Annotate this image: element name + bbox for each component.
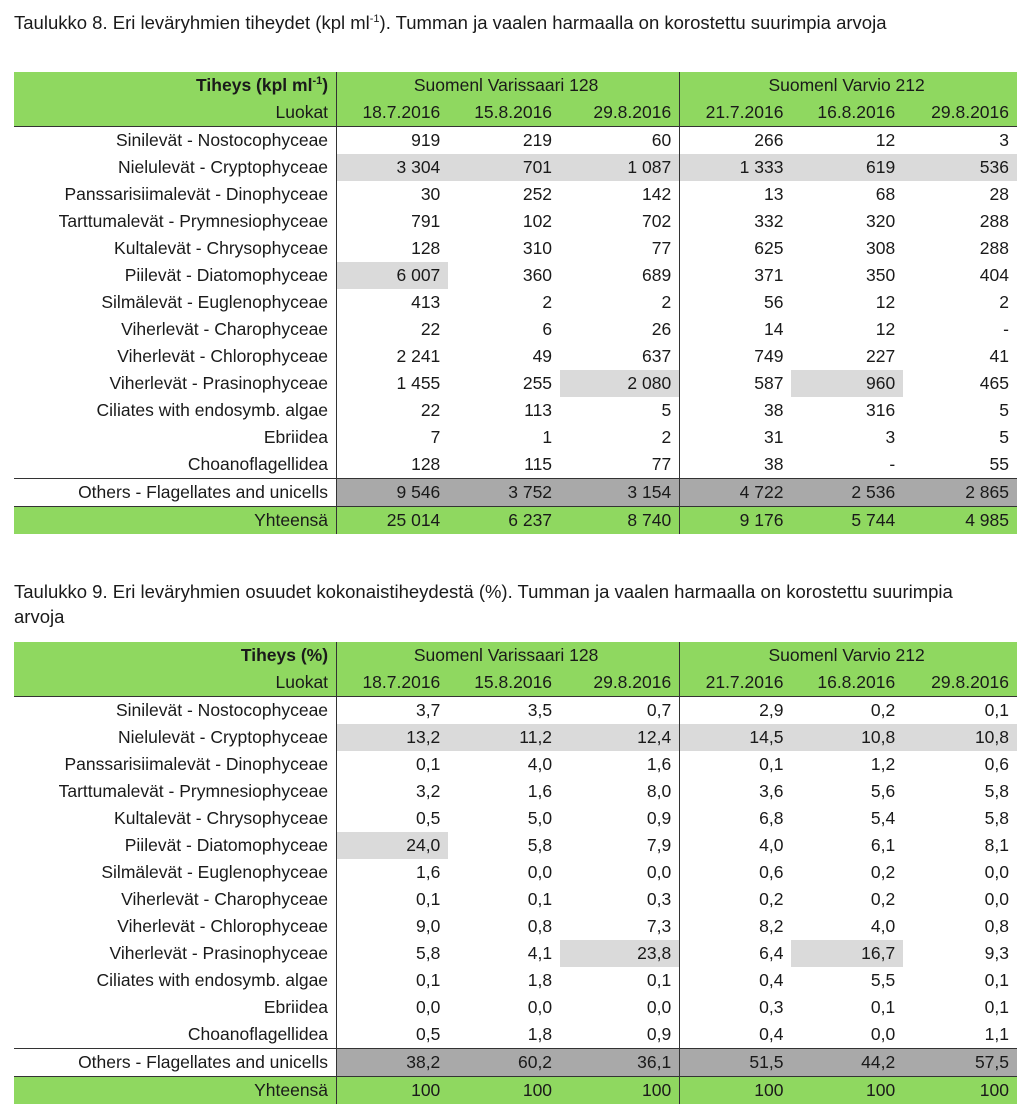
value-cell: 7,9: [646, 835, 672, 855]
total-cell: 9 176: [680, 507, 792, 535]
table-row: [14, 208, 1017, 235]
value-cell: 255: [522, 373, 553, 393]
row-label: Viherlevät - Chlorophyceae: [14, 913, 337, 940]
header-title: Tiheys (kpl $ml^{-1}$): [14, 72, 337, 99]
value-cell: 38: [680, 451, 792, 479]
row-label: Viherlevät - Chlorophyceae: [14, 343, 337, 370]
value-cell: 7,3: [646, 916, 672, 936]
value-cell: 16,7: [791, 940, 903, 967]
value-cell: 44,2: [791, 1049, 903, 1077]
row-label: Silmälevät - Euglenophyceae: [14, 289, 337, 316]
row-label: Others - Flagellates and unicells: [14, 479, 337, 507]
total-cell: 100: [791, 1077, 903, 1105]
table-row: [14, 262, 1017, 289]
value-cell: 36,1: [560, 1049, 680, 1077]
total-cell: 100: [337, 1077, 449, 1105]
table-row: [14, 154, 1017, 181]
table-row: [14, 1049, 1017, 1077]
value-cell: 252: [522, 184, 553, 204]
date-header: 16.8.2016: [791, 99, 903, 127]
value-cell: 749: [680, 343, 792, 370]
value-cell: 115: [524, 454, 553, 474]
value-cell: 0,0: [646, 997, 672, 1017]
value-cell: 3 752: [448, 479, 560, 507]
table-row: [14, 940, 1017, 967]
value-cell: 625: [680, 235, 792, 262]
station-b-header: Suomenl Varvio 212: [680, 72, 1017, 99]
header-row-stations: [14, 72, 1017, 99]
value-cell: 38,2: [337, 1049, 449, 1077]
value-cell: 0,1: [415, 754, 441, 774]
value-cell: 0,1: [680, 751, 792, 778]
value-cell: 320: [866, 211, 896, 231]
row-label: Choanoflagellidea: [14, 1021, 337, 1049]
value-cell: 60: [651, 130, 672, 150]
value-cell: 6,1: [870, 835, 896, 855]
value-cell: 288: [979, 211, 1009, 231]
value-cell: 41: [989, 346, 1009, 366]
luokat-label: Luokat: [14, 99, 337, 127]
header-row-dates: [14, 669, 1017, 697]
value-cell: 8,0: [646, 781, 672, 801]
total-cell: 100: [903, 1077, 1017, 1105]
value-cell: 360: [522, 265, 553, 285]
value-cell: 0,4: [680, 1021, 792, 1049]
row-label: Viherlevät - Prasinophyceae: [14, 940, 337, 967]
row-label: Kultalevät - Chrysophyceae: [14, 235, 337, 262]
value-cell: 0,4: [680, 967, 792, 994]
value-cell: 5,8: [984, 781, 1009, 801]
value-cell: 2 536: [791, 479, 903, 507]
row-label: Sinilevät - Nostocophyceae: [14, 697, 337, 725]
value-cell: 128: [411, 454, 441, 474]
value-cell: 5,0: [527, 808, 553, 828]
value-cell: 0,9: [646, 1024, 672, 1044]
value-cell: 1,6: [527, 781, 553, 801]
value-cell: 38: [680, 397, 792, 424]
row-label: Ciliates with endosymb. algae: [14, 397, 337, 424]
value-cell: 8,2: [680, 913, 792, 940]
value-cell: 12: [875, 292, 896, 312]
total-cell: 8 740: [560, 507, 680, 535]
total-cell: 100: [680, 1077, 792, 1105]
table-row: [14, 832, 1017, 859]
value-cell: 1,8: [527, 1024, 553, 1044]
value-cell: 0,8: [984, 916, 1009, 936]
value-cell: 12: [875, 319, 896, 339]
value-cell: 0,6: [680, 859, 792, 886]
caption-text: Taulukko 8. Eri leväryhmien tiheydet (kpl ml: [14, 12, 370, 33]
row-label: Nielulevät - Cryptophyceae: [14, 154, 337, 181]
value-cell: 6: [542, 319, 553, 339]
value-cell: 60,2: [448, 1049, 560, 1077]
row-label: Viherlevät - Prasinophyceae: [14, 370, 337, 397]
value-cell: 113: [524, 400, 553, 420]
value-cell: 51,5: [680, 1049, 792, 1077]
total-cell: 100: [560, 1077, 680, 1105]
date-header: 18.7.2016: [337, 99, 449, 127]
value-cell: 10,8: [903, 724, 1017, 751]
value-cell: 413: [411, 292, 441, 312]
table-row: [14, 289, 1017, 316]
value-cell: 4,0: [680, 832, 792, 859]
value-cell: 1 455: [396, 373, 441, 393]
table-8-caption: [14, 10, 1004, 35]
value-cell: 9,3: [984, 943, 1009, 963]
value-cell: 4,0: [870, 916, 896, 936]
date-header: 21.7.2016: [680, 99, 792, 127]
value-cell: 5,4: [870, 808, 896, 828]
date-header: 21.7.2016: [680, 669, 792, 697]
value-cell: 10,8: [791, 724, 903, 751]
value-cell: 2 080: [560, 370, 680, 397]
table-row: [14, 697, 1017, 725]
value-cell: 23,8: [560, 940, 680, 967]
value-cell: 0,2: [870, 700, 896, 720]
value-cell: 11,2: [448, 724, 560, 751]
value-cell: 404: [979, 265, 1009, 285]
value-cell: 3,6: [680, 778, 792, 805]
table-row: [14, 1021, 1017, 1049]
value-cell: 0,0: [527, 997, 553, 1017]
table-9-caption: Taulukko 9. Eri leväryhmien osuudet kokonaistiheydestä (%). Tumman ja vaalen harmaalla on korostettu suurimpia arvoja: [14, 581, 953, 627]
value-cell: 5: [661, 400, 672, 420]
value-cell: 0,7: [646, 700, 672, 720]
value-cell: 0,1: [984, 700, 1009, 720]
value-cell: 0,9: [646, 808, 672, 828]
value-cell: 57,5: [903, 1049, 1017, 1077]
value-cell: 26: [651, 319, 672, 339]
value-cell: 465: [979, 373, 1009, 393]
value-cell: 791: [411, 211, 441, 231]
value-cell: 4,0: [527, 754, 553, 774]
value-cell: 0,1: [415, 889, 441, 909]
row-label: Choanoflagellidea: [14, 451, 337, 479]
value-cell: 5,8: [527, 835, 553, 855]
value-cell: 13,2: [337, 724, 449, 751]
value-cell: 0,0: [984, 862, 1009, 882]
total-cell: 25 014: [337, 507, 449, 535]
table-row: [14, 724, 1017, 751]
value-cell: 77: [651, 238, 672, 258]
value-cell: 371: [680, 262, 792, 289]
date-header: 29.8.2016: [903, 99, 1017, 127]
value-cell: 24,0: [337, 832, 449, 859]
value-cell: 266: [680, 127, 792, 155]
total-row: [14, 1077, 1017, 1105]
value-cell: 4,1: [527, 943, 553, 963]
row-label: Nielulevät - Cryptophyceae: [14, 724, 337, 751]
percentage-table: [14, 642, 1017, 1104]
date-header: 29.8.2016: [560, 669, 680, 697]
value-cell: 1,6: [646, 754, 672, 774]
total-cell: 5 744: [791, 507, 903, 535]
table-row: [14, 451, 1017, 479]
total-label: Yhteensä: [14, 1077, 337, 1105]
row-label: Panssarisiimalevät - Dinophyceae: [14, 751, 337, 778]
value-cell: 0,2: [680, 886, 792, 913]
value-cell: 3 304: [337, 154, 449, 181]
value-cell: 2: [661, 427, 672, 447]
caption-text-cont: ). Tumman ja vaalen harmaalla on korostettu suurimpia arvoja: [379, 12, 887, 33]
total-row: [14, 507, 1017, 535]
value-cell: 637: [642, 346, 672, 366]
row-label: Panssarisiimalevät - Dinophyceae: [14, 181, 337, 208]
row-label: Sinilevät - Nostocophyceae: [14, 127, 337, 155]
value-cell: 9,0: [415, 916, 441, 936]
value-cell: 22: [420, 319, 441, 339]
value-cell: 219: [522, 130, 553, 150]
value-cell: 536: [903, 154, 1017, 181]
value-cell: 1 333: [680, 154, 792, 181]
value-cell: 227: [866, 346, 896, 366]
table-body: [14, 127, 1017, 507]
table-row: [14, 235, 1017, 262]
value-cell: 13: [680, 181, 792, 208]
value-cell: 0,5: [415, 1024, 441, 1044]
value-cell: 702: [642, 211, 672, 231]
value-cell: 0,0: [984, 889, 1009, 909]
table-row: [14, 424, 1017, 451]
row-label: Kultalevät - Chrysophyceae: [14, 805, 337, 832]
density-table: [14, 72, 1017, 534]
value-cell: 0,6: [984, 754, 1009, 774]
caption-superscript: -1: [369, 12, 380, 25]
value-cell: 2 865: [903, 479, 1017, 507]
value-cell: 3 154: [560, 479, 680, 507]
value-cell: 1,8: [527, 970, 553, 990]
value-cell: 919: [411, 130, 441, 150]
table-row: [14, 778, 1017, 805]
table-row: [14, 370, 1017, 397]
row-label: Others - Flagellates and unicells: [14, 1049, 337, 1077]
table-row: [14, 994, 1017, 1021]
value-cell: 0,2: [870, 889, 896, 909]
value-cell: 1: [542, 427, 553, 447]
row-label: Ciliates with endosymb. algae: [14, 967, 337, 994]
value-cell: 2: [542, 292, 553, 312]
date-header: 29.8.2016: [560, 99, 680, 127]
value-cell: 8,1: [984, 835, 1009, 855]
value-cell: 31: [680, 424, 792, 451]
station-b-header: Suomenl Varvio 212: [680, 642, 1017, 669]
value-cell: 0,3: [646, 889, 672, 909]
table-row: [14, 181, 1017, 208]
value-cell: 0,1: [870, 997, 896, 1017]
value-cell: 68: [875, 184, 896, 204]
table-row: [14, 397, 1017, 424]
value-cell: 22: [420, 400, 441, 420]
value-cell: 0,1: [527, 889, 553, 909]
value-cell: 2 241: [396, 346, 441, 366]
value-cell: 1,6: [415, 862, 441, 882]
table-row: [14, 913, 1017, 940]
value-cell: 56: [680, 289, 792, 316]
table-row: [14, 859, 1017, 886]
value-cell: 316: [866, 400, 896, 420]
value-cell: 619: [791, 154, 903, 181]
value-cell: 308: [866, 238, 896, 258]
value-cell: 14: [680, 316, 792, 343]
value-cell: 3: [999, 130, 1009, 150]
row-label: Tarttumalevät - Prymnesiophyceae: [14, 208, 337, 235]
value-cell: 587: [680, 370, 792, 397]
table-row: [14, 805, 1017, 832]
value-cell: 0,0: [415, 997, 441, 1017]
value-cell: -: [1003, 319, 1009, 339]
value-cell: 12,4: [560, 724, 680, 751]
value-cell: 350: [866, 265, 896, 285]
value-cell: 128: [411, 238, 441, 258]
header-row-stations: [14, 642, 1017, 669]
value-cell: 0,8: [527, 916, 553, 936]
value-cell: 1,2: [870, 754, 896, 774]
table-row: [14, 343, 1017, 370]
value-cell: 0,3: [680, 994, 792, 1021]
station-a-header: Suomenl Varissaari 128: [413, 645, 599, 665]
date-header: 18.7.2016: [337, 669, 449, 697]
value-cell: 77: [651, 454, 672, 474]
value-cell: 2: [661, 292, 672, 312]
value-cell: 701: [448, 154, 560, 181]
row-label: Viherlevät - Charophyceae: [14, 316, 337, 343]
value-cell: 0,0: [646, 862, 672, 882]
row-label: Tarttumalevät - Prymnesiophyceae: [14, 778, 337, 805]
date-header: 15.8.2016: [448, 99, 560, 127]
row-label: Ebriidea: [14, 994, 337, 1021]
value-cell: 960: [791, 370, 903, 397]
value-cell: 2: [999, 292, 1009, 312]
value-cell: 0,0: [527, 862, 553, 882]
value-cell: 142: [642, 184, 672, 204]
value-cell: 0,1: [415, 970, 441, 990]
date-header: 29.8.2016: [903, 669, 1017, 697]
value-cell: 0,2: [870, 862, 896, 882]
value-cell: 5,5: [870, 970, 896, 990]
row-label: Viherlevät - Charophyceae: [14, 886, 337, 913]
value-cell: -: [889, 454, 896, 474]
value-cell: 5,6: [870, 781, 896, 801]
value-cell: 6,8: [680, 805, 792, 832]
table-row: [14, 967, 1017, 994]
value-cell: 5,8: [984, 808, 1009, 828]
value-cell: 3,2: [415, 781, 441, 801]
table-row: [14, 751, 1017, 778]
value-cell: 3,7: [415, 700, 441, 720]
value-cell: 7: [430, 427, 441, 447]
value-cell: 4 722: [680, 479, 792, 507]
value-cell: 28: [989, 184, 1009, 204]
value-cell: 0,1: [646, 970, 672, 990]
total-cell: 6 237: [448, 507, 560, 535]
value-cell: 1 087: [560, 154, 680, 181]
value-cell: 332: [680, 208, 792, 235]
value-cell: 55: [989, 454, 1009, 474]
station-a-header: Suomenl Varissaari 128: [413, 75, 599, 95]
value-cell: 1,1: [984, 1024, 1009, 1044]
row-label: Ebriidea: [14, 424, 337, 451]
value-cell: 3: [885, 427, 896, 447]
value-cell: 0,5: [415, 808, 441, 828]
value-cell: 689: [642, 265, 672, 285]
table-row: [14, 316, 1017, 343]
value-cell: 310: [522, 238, 553, 258]
value-cell: 9 546: [337, 479, 449, 507]
table-row: [14, 127, 1017, 155]
header-row-dates: [14, 99, 1017, 127]
value-cell: 0,0: [870, 1024, 896, 1044]
value-cell: 30: [420, 184, 441, 204]
table-body: [14, 697, 1017, 1077]
date-header: 16.8.2016: [791, 669, 903, 697]
date-header: 15.8.2016: [448, 669, 560, 697]
value-cell: 12: [875, 130, 896, 150]
total-cell: 100: [448, 1077, 560, 1105]
header-title: Tiheys (%): [14, 642, 337, 669]
table-row: [14, 886, 1017, 913]
value-cell: 288: [979, 238, 1009, 258]
row-label: Piilevät - Diatomophyceae: [14, 262, 337, 289]
row-label: Silmälevät - Euglenophyceae: [14, 859, 337, 886]
value-cell: 3,5: [527, 700, 553, 720]
value-cell: 0,1: [984, 997, 1009, 1017]
value-cell: 49: [532, 346, 553, 366]
value-cell: 5: [999, 427, 1009, 447]
table-row: [14, 479, 1017, 507]
value-cell: 6 007: [337, 262, 449, 289]
value-cell: 5,8: [415, 943, 441, 963]
value-cell: 5: [999, 400, 1009, 420]
value-cell: 14,5: [680, 724, 792, 751]
value-cell: 2,9: [680, 697, 792, 725]
value-cell: 102: [522, 211, 553, 231]
luokat-label: Luokat: [14, 669, 337, 697]
total-label: Yhteensä: [14, 507, 337, 535]
value-cell: 6,4: [680, 940, 792, 967]
total-cell: 4 985: [903, 507, 1017, 535]
value-cell: 0,1: [984, 970, 1009, 990]
row-label: Piilevät - Diatomophyceae: [14, 832, 337, 859]
